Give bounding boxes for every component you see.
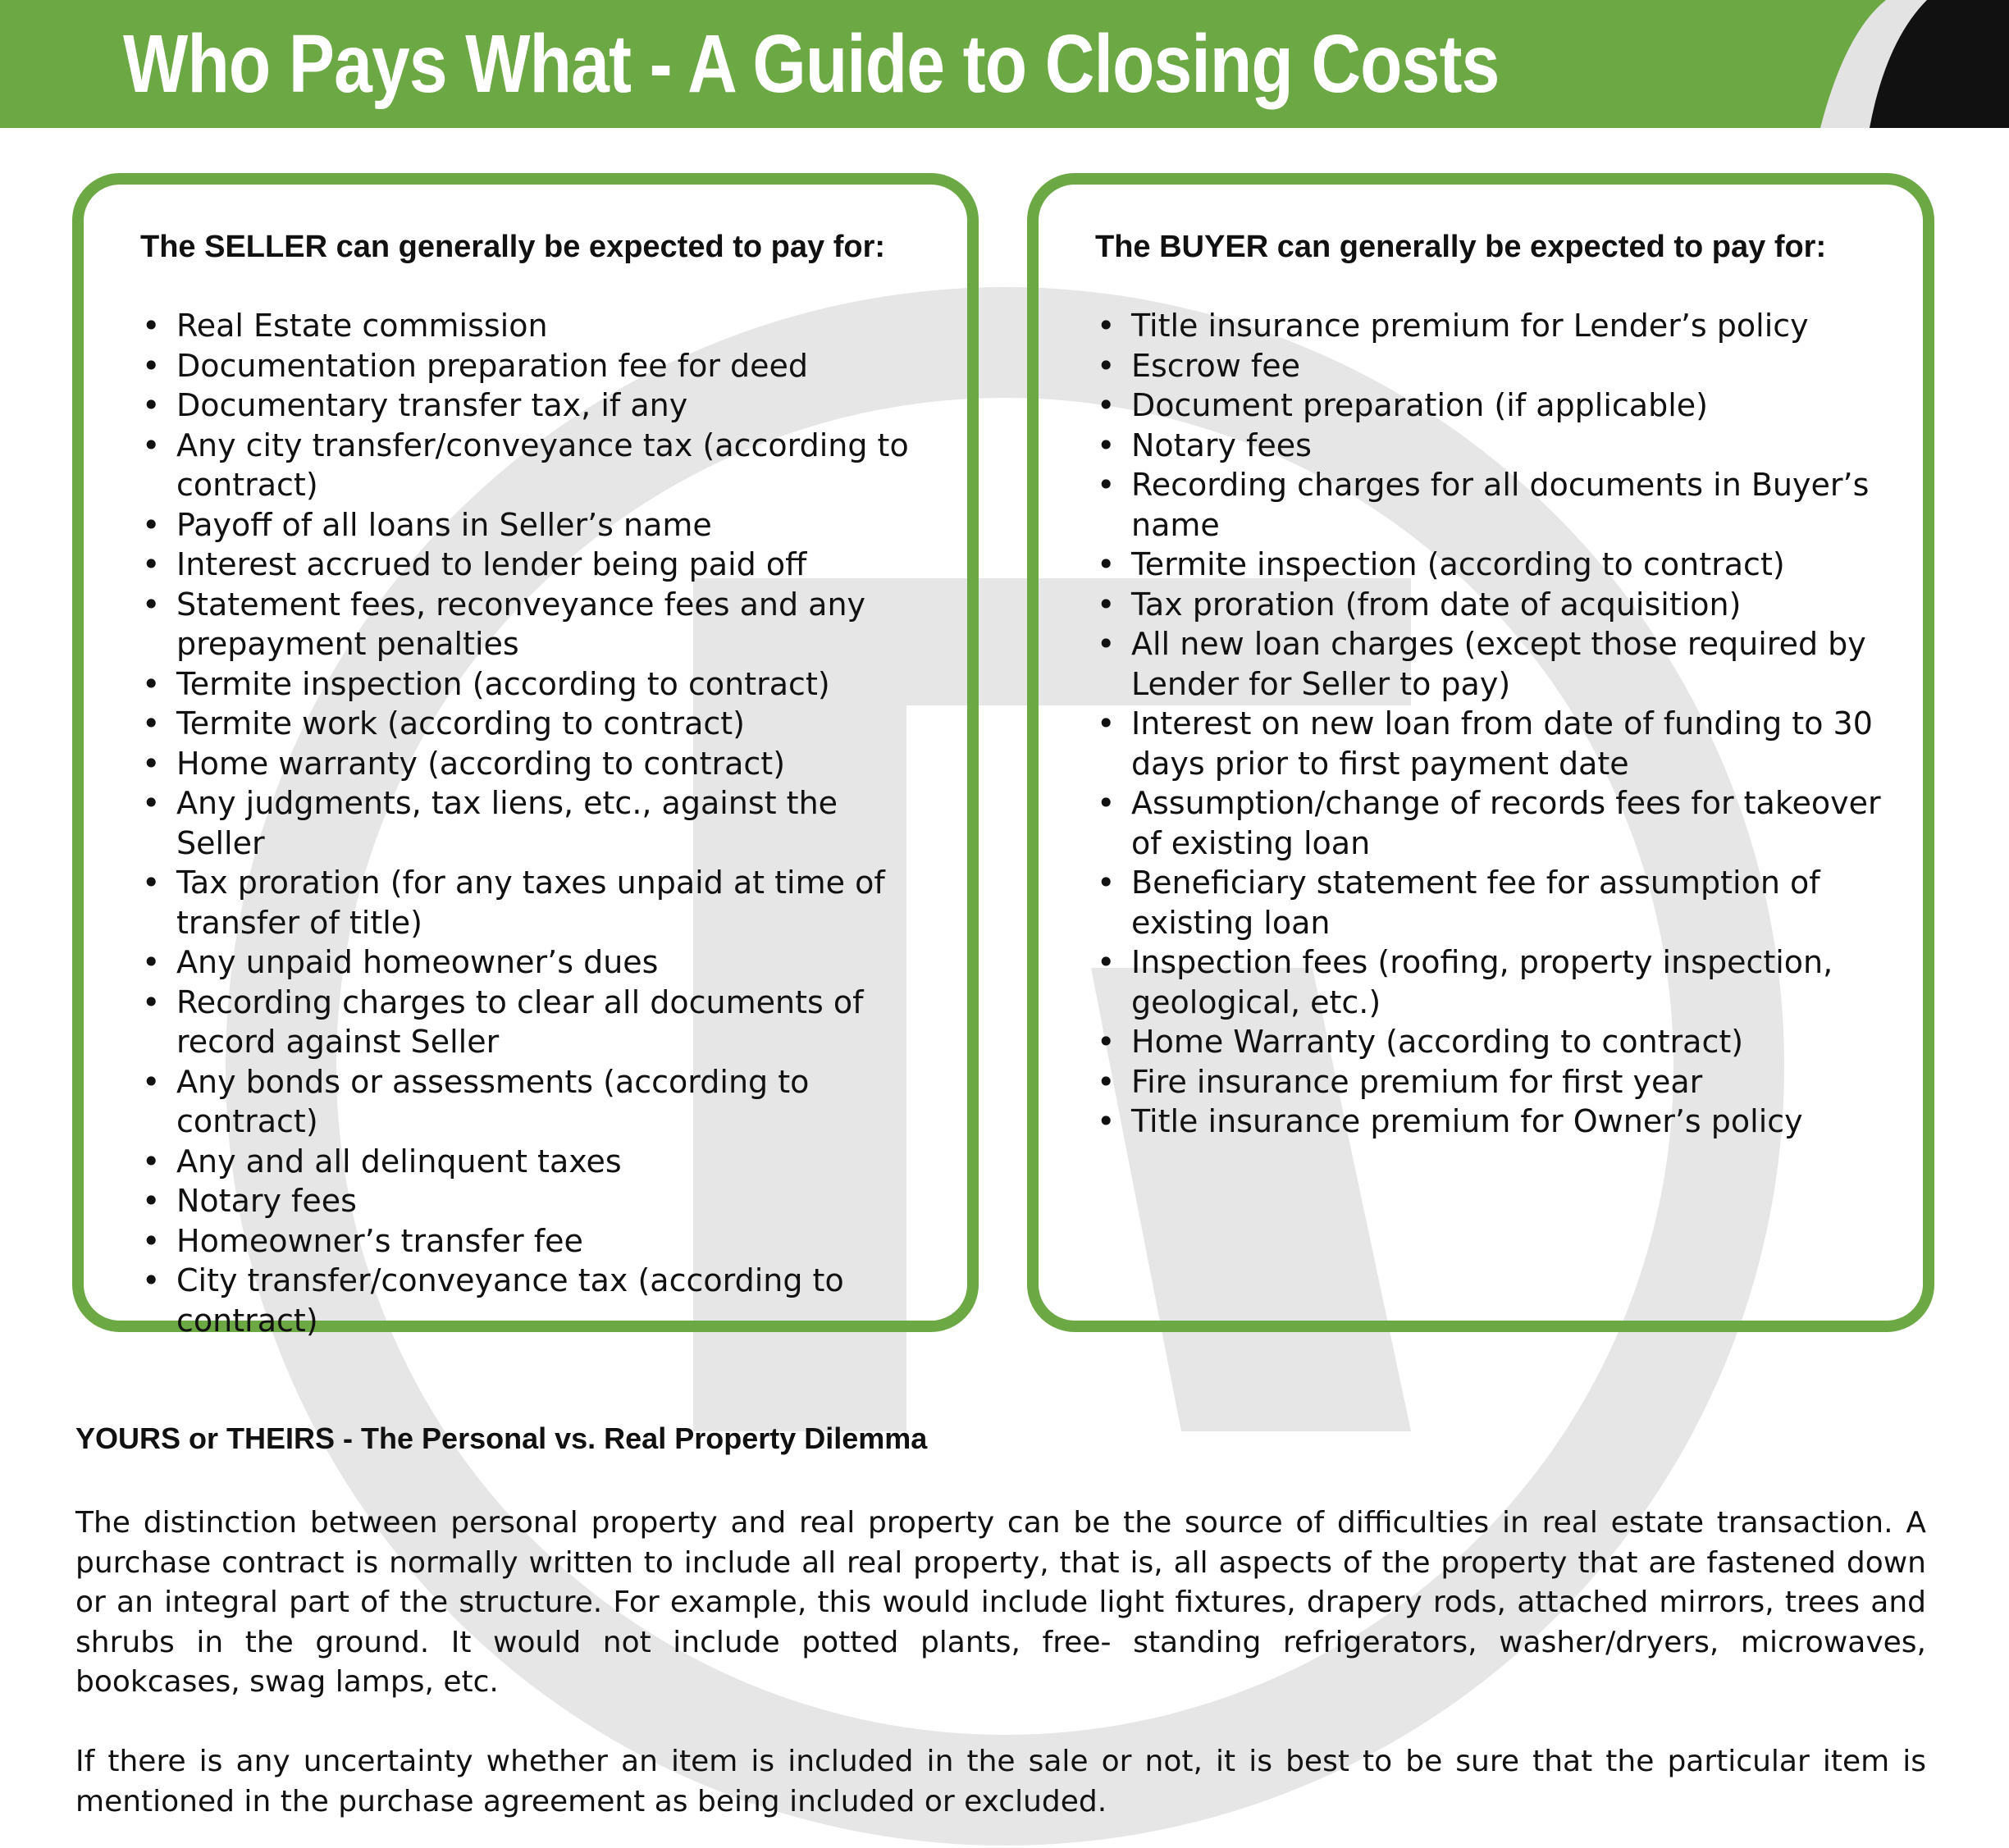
list-item <box>140 863 928 942</box>
bullet-icon: • <box>142 546 161 582</box>
list-item-text: Payoff of all loans in Seller’s name <box>176 506 712 543</box>
bullet-icon: • <box>1097 944 1116 980</box>
list-item <box>1095 426 1883 466</box>
list-item-text: Title insurance premium for Owner’s policy <box>1131 1103 1803 1139</box>
list-item-text: Notary fees <box>1131 427 1312 463</box>
bullet-icon: • <box>142 705 161 741</box>
list-item <box>1095 585 1883 625</box>
list-item-text: Beneficiary statement fee for assumption of existing loan <box>1131 865 1820 941</box>
list-item-text: Recording charges for all documents in Buyer’s name <box>1131 467 1870 543</box>
list-item-text: Documentary transfer tax, if any <box>176 387 688 423</box>
list-item <box>140 386 928 426</box>
list-item-text: Notary fees <box>176 1183 357 1219</box>
list-item-text: Any unpaid homeowner’s dues <box>176 944 659 980</box>
property-paragraph: If there is any uncertainty whether an item is included in the sale or not, it is best to be sure that the particular item is mentioned in the purchase agreement as being included or excluded. <box>75 1745 1926 1818</box>
list-item-text: Termite inspection (according to contract) <box>176 665 830 702</box>
corner-swoosh-icon <box>1820 0 2009 128</box>
list-item <box>1095 942 1883 1022</box>
bullet-icon: • <box>142 745 161 782</box>
list-item-text: All new loan charges (except those required by Lender for Seller to pay) <box>1131 626 1866 702</box>
list-item <box>1095 306 1883 346</box>
list-item <box>140 585 928 664</box>
list-item <box>1095 624 1883 704</box>
list-item-text: City transfer/conveyance tax (according to contract) <box>176 1262 844 1339</box>
seller-cost-list <box>140 306 928 1340</box>
list-item-text: Documentation preparation fee for deed <box>176 347 809 384</box>
bullet-icon: • <box>1097 1063 1116 1100</box>
seller-panel <box>72 173 979 1339</box>
list-item-text: Home warranty (according to contract) <box>176 745 786 782</box>
list-item <box>140 1142 928 1182</box>
bullet-icon: • <box>1097 865 1116 901</box>
bullet-icon: • <box>142 1063 161 1100</box>
buyer-heading: The BUYER can generally be expected to pay for: <box>1095 230 1827 264</box>
bullet-icon: • <box>1097 705 1116 741</box>
buyer-cost-list <box>1095 306 1883 1142</box>
bullet-icon: • <box>1097 785 1116 821</box>
bullet-icon: • <box>142 1222 161 1259</box>
list-item-text: Any judgments, tax liens, etc., against the Seller <box>176 785 838 861</box>
list-item <box>1095 783 1883 863</box>
list-item <box>140 1221 928 1262</box>
bullet-icon: • <box>142 1183 161 1219</box>
bullet-icon: • <box>142 308 161 344</box>
list-item-text: Recording charges to clear all documents of record against Seller <box>176 983 864 1060</box>
list-item-text: Termite inspection (according to contract) <box>1131 546 1785 582</box>
bullet-icon: • <box>142 506 161 543</box>
list-item <box>140 505 928 545</box>
bullet-icon: • <box>1097 546 1116 582</box>
header-band <box>0 0 2009 128</box>
bullet-icon: • <box>142 785 161 821</box>
list-item-text: Assumption/change of records fees for takeover of existing loan <box>1131 785 1881 861</box>
list-item-text: Title insurance premium for Lender’s policy <box>1131 308 1809 344</box>
list-item-text: Tax proration (for any taxes unpaid at time of transfer of title) <box>176 865 885 941</box>
list-item <box>140 545 928 585</box>
bullet-icon: • <box>1097 626 1116 662</box>
list-item <box>140 744 928 784</box>
list-item <box>140 1261 928 1340</box>
bullet-icon: • <box>1097 586 1116 623</box>
list-item-text: Inspection fees (roofing, property inspection, geological, etc.) <box>1131 944 1833 1020</box>
list-item <box>140 783 928 863</box>
list-item <box>1095 1062 1883 1102</box>
bullet-icon: • <box>142 865 161 901</box>
bullet-icon: • <box>142 983 161 1020</box>
list-item-text: Termite work (according to contract) <box>176 705 745 741</box>
bullet-icon: • <box>1097 427 1116 463</box>
list-item-text: Any and all delinquent taxes <box>176 1143 622 1180</box>
property-paragraph: The distinction between personal property and real property can be the source of difficulties in real estate transaction. A purchase contract is normally written to include all real property, that is, all aspects of the property that are fastened down or an integral part of the structure. For example, this would include light fixtures, drapery rods, attached mirrors, trees and shrubs in the ground. It would not include potted plants, free- standing refrigerators, washer/dryers, microwaves, bookcases, swag lamps, etc. <box>75 1506 1926 1699</box>
bullet-icon: • <box>1097 1103 1116 1139</box>
list-item <box>1095 545 1883 585</box>
bullet-icon: • <box>142 347 161 384</box>
list-item-text: Real Estate commission <box>176 308 548 344</box>
list-item-text: Any city transfer/conveyance tax (according to contract) <box>176 427 909 503</box>
seller-heading: The SELLER can generally be expected to pay for: <box>140 230 886 264</box>
list-item <box>1095 465 1883 545</box>
list-item-text: Tax proration (from date of acquisition) <box>1131 586 1742 623</box>
bullet-icon: • <box>1097 1024 1116 1060</box>
page-title: Who Pays What - A Guide to Closing Costs <box>123 18 1500 110</box>
list-item <box>1095 1022 1883 1062</box>
list-item-text: Fire insurance premium for first year <box>1131 1063 1703 1100</box>
list-item <box>140 704 928 744</box>
bullet-icon: • <box>142 387 161 423</box>
bullet-icon: • <box>1097 308 1116 344</box>
bullet-icon: • <box>1097 387 1116 423</box>
list-item-text: Statement fees, reconveyance fees and any prepayment penalties <box>176 586 866 662</box>
list-item-text: Escrow fee <box>1131 347 1301 384</box>
list-item <box>1095 863 1883 942</box>
list-item <box>1095 346 1883 386</box>
list-item <box>1095 704 1883 783</box>
bullet-icon: • <box>142 1262 161 1298</box>
list-item-text: Any bonds or assessments (according to contract) <box>176 1063 810 1139</box>
list-item <box>140 306 928 346</box>
list-item-text: Interest on new loan from date of funding to 30 days prior to first payment date <box>1131 705 1873 782</box>
property-section-heading: YOURS or THEIRS - The Personal vs. Real Property Dilemma <box>75 1421 928 1455</box>
list-item <box>1095 386 1883 426</box>
bullet-icon: • <box>142 944 161 980</box>
list-item-text: Home Warranty (according to contract) <box>1131 1024 1744 1060</box>
bullet-icon: • <box>142 665 161 702</box>
list-item <box>1095 1102 1883 1142</box>
list-item-text: Homeowner’s transfer fee <box>176 1222 583 1259</box>
list-item <box>140 942 928 983</box>
bullet-icon: • <box>1097 347 1116 384</box>
list-item <box>140 664 928 705</box>
buyer-panel <box>1027 173 1934 1332</box>
bullet-icon: • <box>142 586 161 623</box>
list-item-text: Document preparation (if applicable) <box>1131 387 1708 423</box>
list-item <box>140 426 928 505</box>
bullet-icon: • <box>1097 467 1116 503</box>
bullet-icon: • <box>142 427 161 463</box>
list-item <box>140 1181 928 1221</box>
list-item <box>140 1062 928 1142</box>
list-item-text: Interest accrued to lender being paid off <box>176 546 807 582</box>
bullet-icon: • <box>142 1143 161 1180</box>
list-item <box>140 983 928 1062</box>
list-item <box>140 346 928 386</box>
